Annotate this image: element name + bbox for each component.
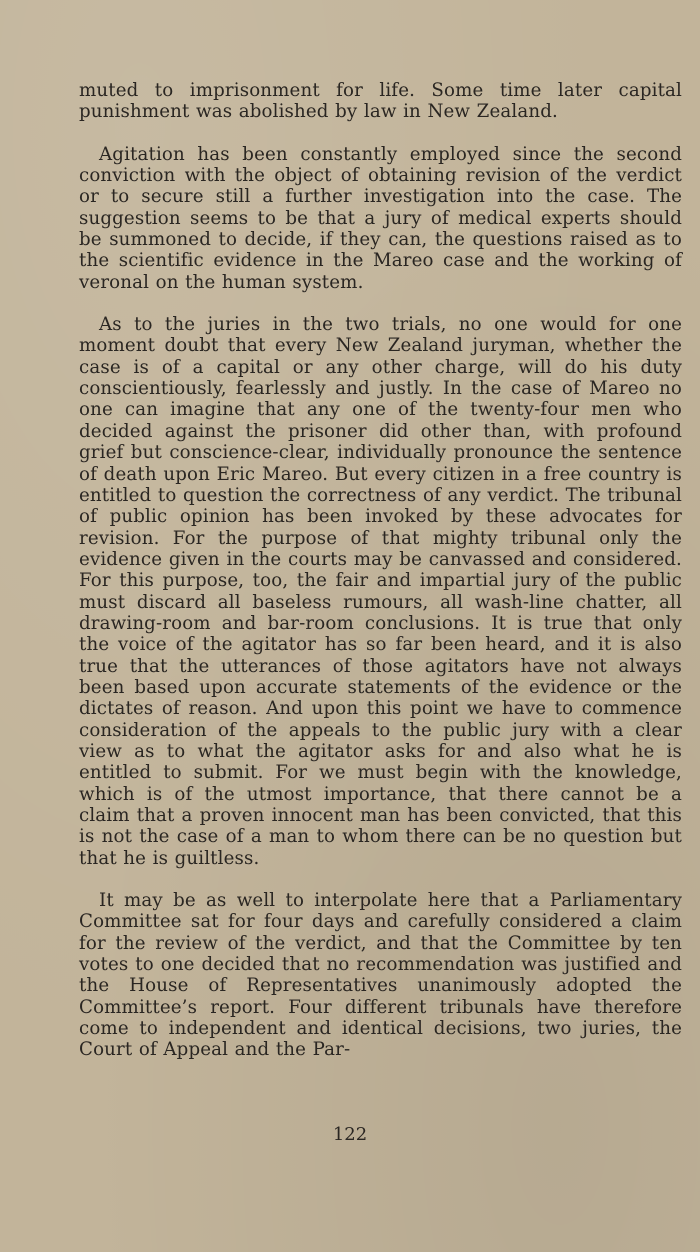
paragraph-1: muted to imprisonment for life. Some time later capital punishment was abolished by law in New Zealand. — [79, 80, 682, 123]
paragraph-3: As to the juries in the two trials, no one would for one moment doubt that every New Zealand juryman, whether the case is of a capital or any other charge, will do his duty conscientiously, fearlessly and justly. In the case of Mareo no one can imagine that any one of the twenty-four men who decided against the prisoner did other than, with profound grief but conscience-clear, individually pronounce the sentence of death upon Eric Mareo. But every citizen in a free country is entitled to question the correctness of any verdict. The tribunal of public opinion has been invoked by these advocates for revision. For the purpose of that mighty tribunal only the evidence given in the courts may be canvassed and considered. For this purpose, too, the fair and impartial jury of the public must discard all baseless rumours, all wash-line chatter, all drawing-room and bar-room conclusions. It is true that only the voice of the agitator has so far been heard, and it is also true that the utterances of those agitators have not always been based upon accurate statements of the evidence or the dictates of reason. And upon this point we have to commence consideration of the appeals to the public jury with a clear view as to what the agitator asks for and also what he is entitled to submit. For we must begin with the knowledge, which is of the utmost importance, that there cannot be a claim that a proven innocent man has been convicted, that this is not the case of a man to whom there can be no question but that he is guiltless. — [79, 314, 682, 869]
body-text — [79, 80, 682, 1061]
page-number: 122 — [332, 1124, 368, 1145]
paragraph-4: It may be as well to interpolate here that a Parliamentary Committee sat for four days and carefully considered a claim for the review of the verdict, and that the Committee by ten votes to one decided that no recommendation was justified and the House of Representatives unanimously adopted the Committee’s report. Four different tribunals have therefore come to independent and identical decisions, two juries, the Court of Appeal and the Par- — [79, 890, 682, 1061]
paragraph-2: Agitation has been constantly employed since the second conviction with the object of obtaining revision of the verdict or to secure still a further investigation into the case. The suggestion seems to be that a jury of medical experts should be summoned to decide, if they can, the questions raised as to the scientific evidence in the Mareo case and the working of veronal on the human system. — [79, 143, 682, 293]
